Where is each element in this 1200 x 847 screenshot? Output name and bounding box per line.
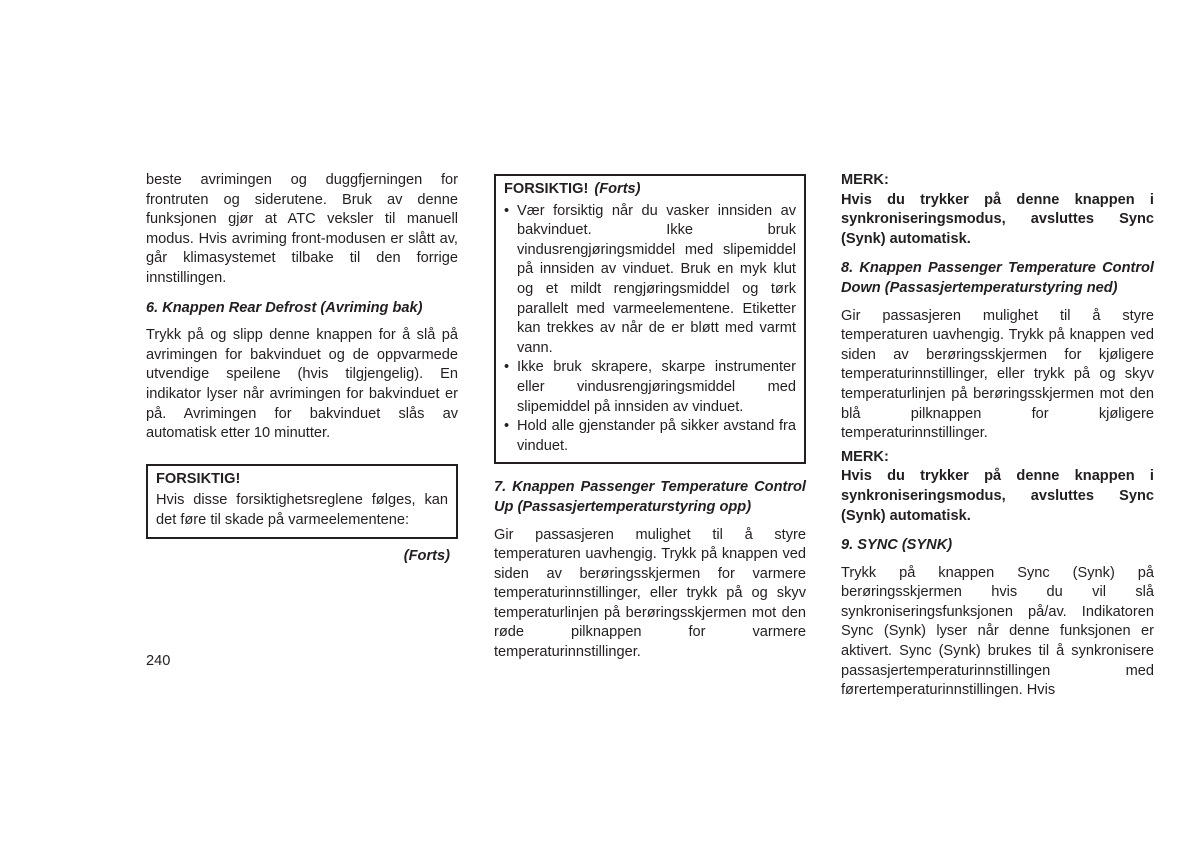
caution-box-continued — [494, 174, 806, 464]
note-label: MERK: — [841, 448, 889, 465]
caution-body: Hvis disse forsiktighetsreglene følges, kan det føre til skade på varmeelementene: — [156, 492, 448, 528]
section-heading-9: 9. SYNC (SYNK) — [841, 537, 953, 554]
caution-box — [146, 464, 458, 539]
section-heading-6: 6. Knappen Rear Defrost (Avriming bak) — [146, 299, 423, 316]
caution-item: • Vær forsiktig når du vasker innsiden av bakvinduet. Ikke bruk vindusrengjøringsmiddel med slipemiddel på innsiden av vinduet. Bruk en myk klut og et mildt rengjøringsmiddel og tørk parallelt med varmeelementene. Etiketter kan trekkes av når de er bløtt med varmt vann. — [504, 202, 796, 359]
section-heading-7: 7. Knappen Passenger Temperature Control Up (Passasjertemperaturstyring opp) — [494, 479, 806, 515]
note-body: Hvis du trykker på denne knappen i synkroniseringsmodus, avsluttes Sync (Synk) automatisk. — [841, 468, 1154, 524]
page-number: 240 — [146, 653, 171, 669]
intro-paragraph: beste avrimingen og duggfjerningen for frontruten og siderutene. Bruk av denne funksjonen gjør at ATC veksler til manuell modus. Hvis avriming front-modusen er slått av, går klimasystemet tilbake til den forrige innstillingen. — [146, 172, 458, 286]
section-body-6: Trykk på og slipp denne knappen for å slå på avrimingen for bakvinduet og de oppvarmede utvendige speilene (hvis tilgjengelig). En indikator lyser når avrimingen for bakvinduet er på. Avrimingen for bakvinduet slås av automatisk etter 10 minutter. — [146, 327, 458, 442]
section-body-8: Gir passasjeren mulighet til å styre temperaturen uavhengig. Trykk på knappen ved siden av berøringsskjermen for kjøligere temperaturinnstillinger, eller trykk på og skyv temperaturlinjen på berøringsskjermen mot den blå pilknappen for kjøligere temperaturinnstillinger. — [841, 307, 1154, 442]
caution-item: • Ikke bruk skrapere, skarpe instrumenter eller vindusrengjøringsmiddel med slipemiddel på innsiden av vinduet. — [504, 358, 796, 417]
column-right — [841, 171, 1154, 701]
note-body: Hvis du trykker på denne knappen i synkroniseringsmodus, avsluttes Sync (Synk) automatisk. — [841, 191, 1154, 247]
section-body-9: Trykk på knappen Sync (Synk) på berøringsskjermen hvis du vil slå synkroniseringsfunksjonen på/av. Indikatoren Sync (Synk) lyser når denne funksjonen er aktivert. Sync (Synk) brukes til å synkronisere passasjertemperaturinnstillingen med førertemperaturinnstillingen. Hvis — [841, 564, 1154, 699]
continued-label: (Forts) — [403, 547, 450, 564]
caution-title: FORSIKTIG! — [156, 470, 241, 487]
section-heading-8: 8. Knappen Passenger Temperature Control Down (Passasjertemperaturstyring ned) — [841, 260, 1154, 296]
note-label: MERK: — [841, 172, 889, 188]
caution-item: • Hold alle gjenstander på sikker avstand fra vinduet. — [504, 417, 796, 456]
section-body-7: Gir passasjeren mulighet til å styre temperaturen uavhengig. Trykk på knappen ved siden av berøringsskjermen for varmere temperaturinnstillinger, eller trykk på og skyv temperaturlinjen på berøringsskjermen mot den røde pilknappen for varmere temperaturinnstillinger. — [494, 526, 806, 661]
column-left — [146, 171, 458, 566]
caution-title-continued: FORSIKTIG! (Forts) — [504, 181, 641, 197]
caution-list — [504, 202, 796, 457]
column-middle — [494, 174, 806, 663]
